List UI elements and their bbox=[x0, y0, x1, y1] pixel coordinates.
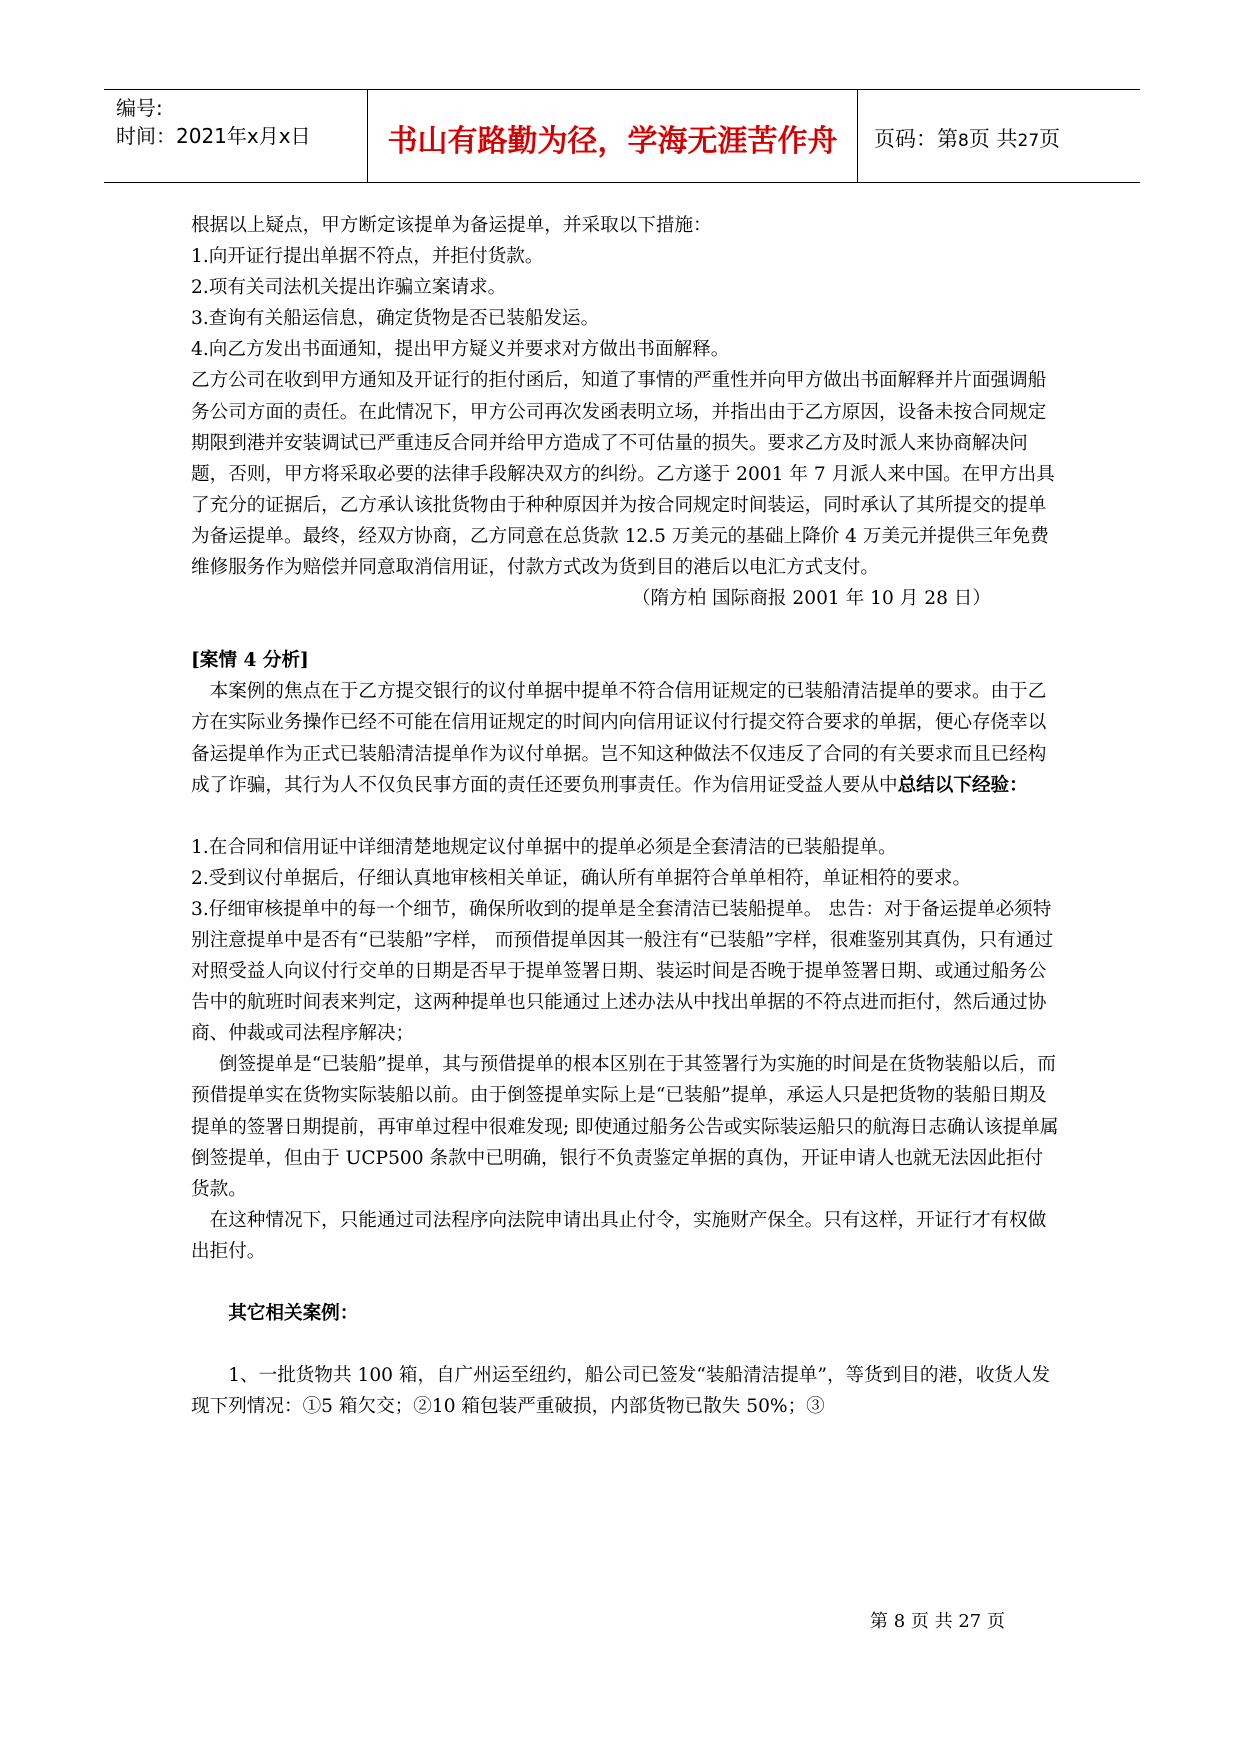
header-motto: 书山有路勤为径，学海无涯苦作舟 bbox=[387, 124, 838, 159]
analysis-text: 本案例的焦点在于乙方提交银行的议付单据中提单不符合信用证规定的已装船清洁提单的要求。由于乙方在实际业务操作已经不可能在信用证规定的时间内向信用证议付行提交符合要求的单据，便心存侥幸以备运提单作为正式已装船清洁提单作为议付单据。岂不知这种做法不仅违反了合同的有关要求而且已经构成了诈骗，其行为人不仅负民事方面的责任还要负刑事责任。作为信用证受益人要从中 bbox=[191, 681, 1047, 796]
page-suffix: 页 bbox=[1039, 127, 1061, 151]
paragraph-analysis bbox=[191, 676, 1061, 800]
other-case-1: 1、一批货物共 100 箱，自广州运至纽约，船公司已签发“装船清洁提单”，等货到目的港，收货人发现下列情况：①5 箱欠交；②10 箱包装严重破损，内部货物已散失 50%；③ bbox=[191, 1365, 1051, 1418]
lesson-item-3: 3.仔细审核提单中的每一个细节，确保所收到的提单是全套清洁已装船提单。 忠告：对于备运提单必须特别注意提单中是否有“已装船”字样， 而预借提单因其一般注有“已装船”字样，很难鉴别其真伪，只有通过对照受益人向议付行交单的日期是否早于提单签署日期、装运时间是否晚于提单签署日期、或通过船务公告中的航班时间表来判定，这两种提单也只能通过上述办法从中找出单据的不符点进而拒付，然后通过协商、仲裁或司法程序解决； bbox=[191, 898, 1054, 1045]
measure-item-3: 3.查询有关船运信息，确定货物是否已装船发运。 bbox=[191, 308, 600, 330]
measure-item-1: 1.向开证行提出单据不符点，并拒付货款。 bbox=[191, 246, 544, 268]
header-info-cell bbox=[104, 90, 368, 182]
spacer bbox=[191, 614, 1061, 645]
analysis-bold-text: 总结以下经验： bbox=[897, 774, 1028, 796]
citation: （隋方柏 国际商报 2001 年 10 月 28 日） bbox=[631, 588, 991, 610]
measure-item-4: 4.向乙方发出书面通知，提出甲方疑义并要求对方做出书面解释。 bbox=[191, 339, 730, 361]
paragraph-resolution: 乙方公司在收到甲方通知及开证行的拒付函后，知道了事情的严重性并向甲方做出书面解释并片面强调船务公司方面的责任。在此情况下，甲方公司再次发函表明立场，并指出由于乙方原因，设备未按合同规定期限到港并安装调试已严重违反合同并给甲方造成了不可估量的损失。要求乙方及时派人来协商解决问题，否则，甲方将采取必要的法律手段解决双方的纠纷。乙方遂于 2001 年 7 月派人来中国。在甲方出具了充分的证据后，乙方承认该批货物由于种种原因并为按合同规定时间装运，同时承认了其所提交的提单为备运提单。最终，经双方协商，乙方同意在总货款 12.5 万美元的基础上降价 4 万美元并提供三年免费维修服务作为赔偿并同意取消信用证，付款方式改为货到目的港后以电汇方式支付。 bbox=[191, 370, 1055, 579]
lesson-item-2: 2.受到议付单据后，仔细认真地审核相关单证，确认所有单据符合单单相符，单证相符的要求。 bbox=[191, 867, 972, 889]
paragraph-judicial: 在这种情况下，只能通过司法程序向法院申请出具止付令，实施财产保全。只有这样，开证行才有权做出拒付。 bbox=[191, 1209, 1047, 1262]
spacer bbox=[191, 1329, 1061, 1360]
spacer bbox=[191, 1267, 1061, 1298]
document-number-label: 编号: bbox=[116, 96, 163, 120]
document-time-label: 时间：2021年x月x日 bbox=[116, 124, 311, 148]
page-total: 27 bbox=[1017, 131, 1040, 151]
other-cases-heading: 其它相关案例： bbox=[228, 1303, 359, 1324]
case-analysis-heading: [案情 4 分析] bbox=[191, 650, 309, 672]
measure-item-2: 2.项有关司法机关提出诈骗立案请求。 bbox=[191, 277, 507, 299]
lesson-item-1: 1.在合同和信用证中详细清楚地规定议付单据中的提单必须是全套清洁的已装船提单。 bbox=[191, 836, 897, 858]
page-prefix: 页码：第 bbox=[874, 127, 958, 151]
page-mid: 页 共 bbox=[968, 127, 1018, 151]
document-body bbox=[191, 210, 1061, 1422]
page-current: 8 bbox=[958, 131, 969, 151]
page-footer: 第 8 页 共 27 页 bbox=[870, 1611, 1005, 1632]
paragraph-backdated-bl: 倒签提单是“已装船”提单，其与预借提单的根本区别在于其签署行为实施的时间是在货物装船以后，而预借提单实在货物实际装船以前。由于倒签提单实际上是“已装船”提单，承运人只是把货物的装船日期及提单的签署日期提前，再审单过程中很难发现; 即使通过船务公告或实际装运船只的航海日志确认该提单属倒签提单，但由于 UCP500 条款中已明确，银行不负责鉴定单据的真伪，开证申请人也就无法因此拒付货款。 bbox=[191, 1054, 1059, 1200]
paragraph-conclusion: 根据以上疑点，甲方断定该提单为备运提单，并采取以下措施： bbox=[191, 215, 712, 236]
header-page-number bbox=[874, 123, 1060, 153]
header-motto-cell bbox=[368, 90, 858, 182]
header-page-cell bbox=[858, 90, 1140, 182]
page-header bbox=[104, 89, 1140, 183]
spacer bbox=[191, 801, 1061, 832]
